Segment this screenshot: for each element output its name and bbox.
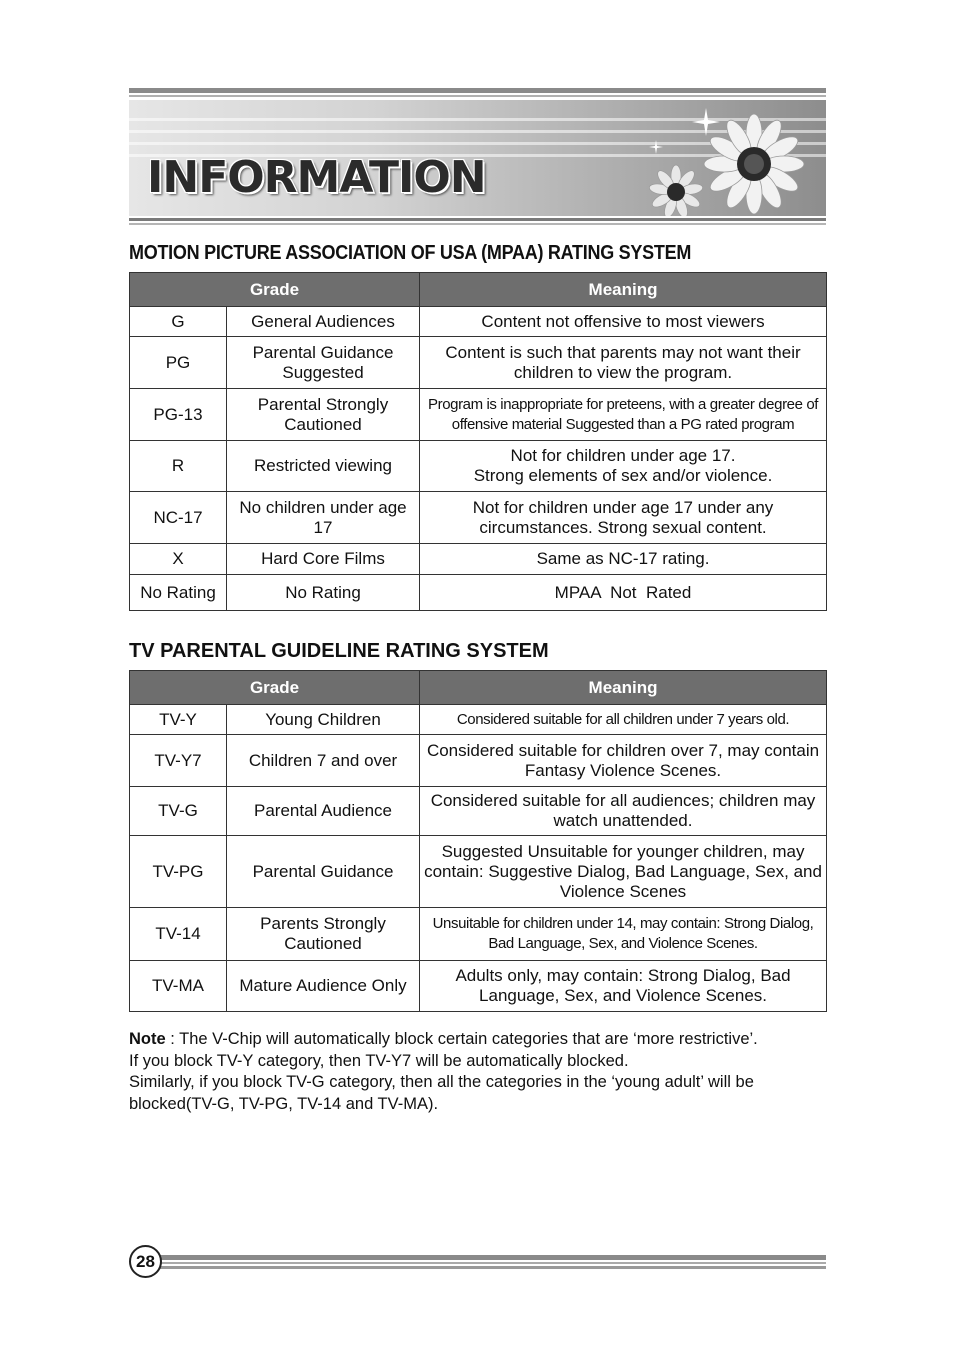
table-row <box>130 908 827 961</box>
sunflower-small-icon <box>649 165 704 216</box>
rating-name: Restricted viewing <box>227 441 420 492</box>
rating-meaning: Not for children under age 17 under any circumstances. Strong sexual content. <box>420 492 827 544</box>
rating-code: R <box>130 441 227 492</box>
table-row <box>130 492 827 544</box>
rating-name: Mature Audience Only <box>227 961 420 1012</box>
tv-section-title: TV PARENTAL GUIDELINE RATING SYSTEM <box>129 640 549 662</box>
table-row <box>130 961 827 1012</box>
rating-meaning: Unsuitable for children under 14, may contain: Strong Dialog, Bad Language, Sex, and Violence Scenes. <box>420 908 827 961</box>
banner-top-rule <box>129 88 826 93</box>
rating-code: TV-14 <box>130 908 227 961</box>
rating-meaning: Considered suitable for children over 7, may contain Fantasy Violence Scenes. <box>420 735 827 787</box>
meaning-header: Meaning <box>420 671 827 705</box>
rating-code: X <box>130 544 227 575</box>
rating-code: TV-G <box>130 787 227 836</box>
rating-code: TV-Y <box>130 705 227 735</box>
rating-meaning: Program is inappropriate for preteens, with a greater degree of offensive material Suggested than a PG rated program <box>420 389 827 441</box>
table-row <box>130 441 827 492</box>
banner-top-rule-thin <box>129 95 826 97</box>
meaning-header: Meaning <box>420 273 827 307</box>
rating-name: Parental Guidance Suggested <box>227 337 420 389</box>
header-banner <box>129 88 826 226</box>
note-paragraph: If you block TV-Y category, then TV-Y7 will be automatically blocked. <box>129 1051 629 1070</box>
rating-meaning: Content not offensive to most viewers <box>420 307 827 337</box>
grade-header: Grade <box>130 671 420 705</box>
mpaa-section-title: MOTION PICTURE ASSOCIATION OF USA (MPAA) RATING SYSTEM <box>129 242 692 264</box>
table-header-row <box>130 273 827 307</box>
table-row <box>130 735 827 787</box>
rating-meaning: Content is such that parents may not want their children to view the program. <box>420 337 827 389</box>
rating-meaning: MPAA Not Rated <box>420 575 827 611</box>
rating-name: Parents Strongly Cautioned <box>227 908 420 961</box>
rating-name: Parental Audience <box>227 787 420 836</box>
rating-name: Parental Strongly Cautioned <box>227 389 420 441</box>
table-row <box>130 337 827 389</box>
rating-name: No children under age 17 <box>227 492 420 544</box>
grade-header: Grade <box>130 273 420 307</box>
rating-meaning: Suggested Unsuitable for younger children, may contain: Suggestive Dialog, Bad Language, Sex, and Violence Scenes <box>420 836 827 908</box>
rating-meaning: Considered suitable for all audiences; children may watch unattended. <box>420 787 827 836</box>
rating-code: PG-13 <box>130 389 227 441</box>
banner-bottom-rule-thin <box>129 223 826 225</box>
rating-code: G <box>130 307 227 337</box>
tv-rating-table <box>129 670 827 1012</box>
page-number: 28 <box>129 1245 162 1278</box>
rating-code: TV-Y7 <box>130 735 227 787</box>
table-row <box>130 836 827 908</box>
sparkle-icon <box>649 108 720 154</box>
rating-name: Children 7 and over <box>227 735 420 787</box>
footer-rule <box>150 1255 826 1270</box>
rating-code: TV-PG <box>130 836 227 908</box>
table-row <box>130 787 827 836</box>
rating-name: General Audiences <box>227 307 420 337</box>
table-row <box>130 389 827 441</box>
rating-code: PG <box>130 337 227 389</box>
note-block <box>129 1029 809 1115</box>
rating-code: NC-17 <box>130 492 227 544</box>
table-row <box>130 705 827 735</box>
rating-meaning: Considered suitable for all children under 7 years old. <box>420 705 827 735</box>
rating-meaning-line: Not for children under age 17. <box>510 446 736 465</box>
rating-meaning-line: Strong elements of sex and/or violence. <box>473 466 773 485</box>
rating-meaning: Same as NC-17 rating. <box>420 544 827 575</box>
note-text: : The V-Chip will automatically block certain categories that are ‘more restrictive’. <box>165 1030 758 1048</box>
note-paragraph <box>129 1029 809 1051</box>
rating-name: Hard Core Films <box>227 544 420 575</box>
note-label: Note <box>129 1030 166 1048</box>
table-header-row <box>130 671 827 705</box>
rating-meaning <box>420 441 827 492</box>
table-row <box>130 544 827 575</box>
sunflower-large-icon <box>704 114 804 214</box>
page-title: INFORMATION <box>147 152 486 203</box>
rating-meaning: Adults only, may contain: Strong Dialog, Bad Language, Sex, and Violence Scenes. <box>420 961 827 1012</box>
sunflower-illustration <box>636 100 826 216</box>
table-row <box>130 575 827 611</box>
rating-code: TV-MA <box>130 961 227 1012</box>
rating-name: Young Children <box>227 705 420 735</box>
note-paragraph: Similarly, if you block TV-G category, then all the categories in the ‘young adult’ will be blocked(TV-G, TV-PG, TV-14 and TV-MA). <box>129 1073 754 1113</box>
mpaa-rating-table <box>129 272 827 611</box>
rating-name: Parental Guidance <box>227 836 420 908</box>
table-row <box>130 307 827 337</box>
rating-name: No Rating <box>227 575 420 611</box>
rating-code: No Rating <box>130 575 227 611</box>
banner-bottom-rule <box>129 218 826 221</box>
